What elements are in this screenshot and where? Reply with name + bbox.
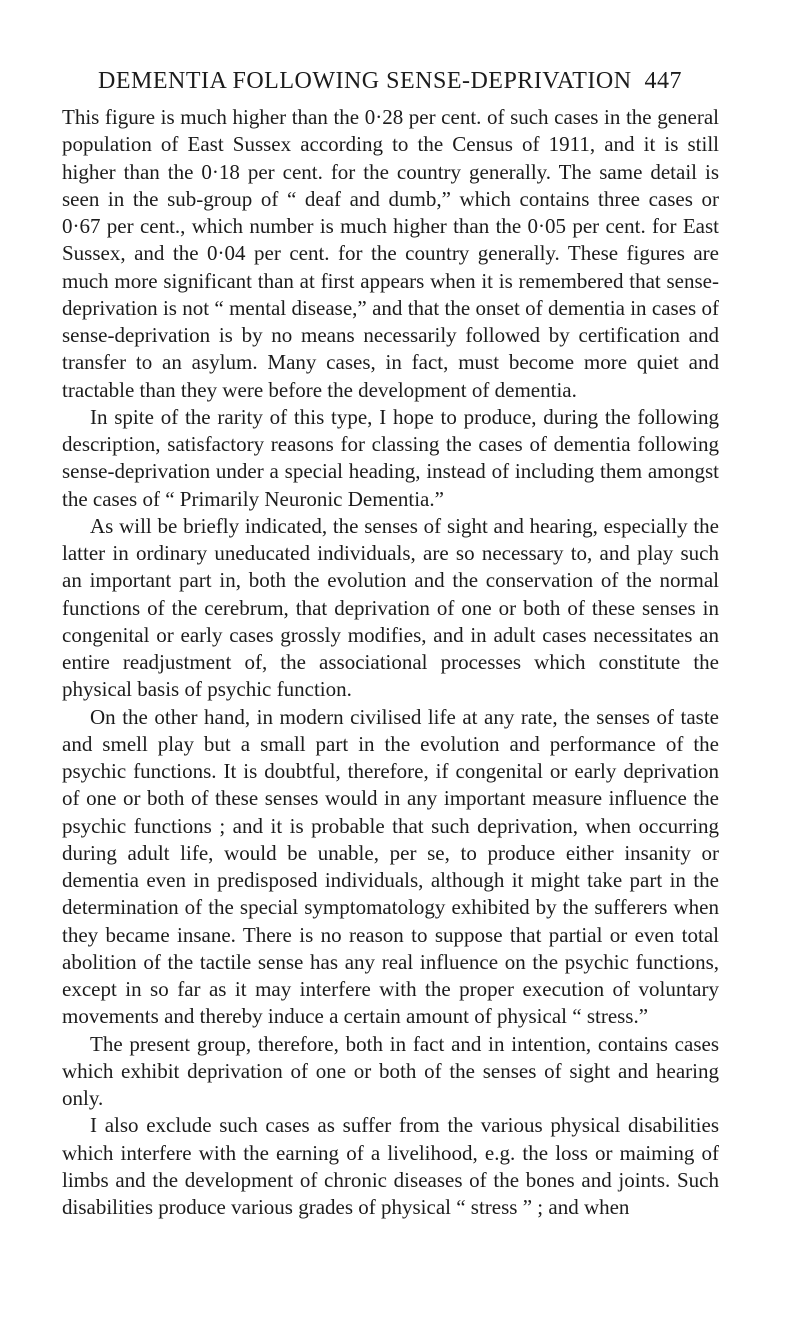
body-text [62,104,719,1221]
paragraph: As will be briefly indicated, the senses of sight and hearing, especially the latter in ordinary uneducated individuals, are so necessary to, and play such an important part in, both the evolution and the conservation of the normal functions of the cerebrum, that deprivation of one or both of these senses in congenital or early cases grossly modifies, and in adult cases necessitates an entire readjustment of, the associational processes which constitute the physical basis of psychic function. [62,513,719,702]
paragraph: This figure is much higher than the 0·28 per cent. of such cases in the general population of East Sussex according to the Census of 1911, and it is still higher than the 0·18 per cent. for the country generally. The same detail is seen in the sub-group of “ deaf and dumb,” which contains three cases or 0·67 per cent., which number is much higher than the 0·05 per cent. for East Sussex, and the 0·04 per cent. for the country generally. These figures are much more significant than at first appears when it is remembered that sense-deprivation is not “ mental disease,” and that the onset of dementia in cases of sense-deprivation is by no means necessarily followed by certification and transfer to an asylum. Many cases, in fact, must become more quiet and tractable than they were before the development of dementia. [62,105,719,402]
paragraph: In spite of the rarity of this type, I hope to produce, during the following description, satisfactory reasons for classing the cases of dementia following sense-deprivation under a special heading, instead of including them amongst the cases of “ Primarily Neuronic Dementia.” [62,404,719,511]
running-title: DEMENTIA FOLLOWING SENSE-DEPRIVATION [98,68,632,94]
paragraph: On the other hand, in modern civilised life at any rate, the senses of taste and smell play but a small part in the evolution and performance of the psychic functions. It is doubtful, therefore, if congenital or early deprivation of one or both of these senses would in any important measure influence the psychic functions ; and it is probable that such deprivation, when occurring during adult life, would be unable, per se, to produce either insanity or dementia even in predisposed individuals, although it might take part in the determination of the special symptomatology exhibited by the sufferers when they became insane. There is no reason to suppose that partial or even total abolition of the tactile sense has any real influence on the psychic functions, except in so far as it may interfere with the proper execution of voluntary movements and thereby induce a certain amount of physical “ stress.” [62,704,719,1029]
paragraph: The present group, therefore, both in fact and in intention, contains cases which exhibit deprivation of one or both of the senses of sight and hearing only. [62,1031,719,1110]
page-number: 447 [644,68,682,94]
paragraph: I also exclude such cases as suffer from the various physical disabilities which interfere with the earning of a livelihood, e.g. the loss or maiming of limbs and the development of chronic diseases of the bones and joints. Such disabilities produce various grades of physical “ stress ” ; and when [62,1113,719,1219]
